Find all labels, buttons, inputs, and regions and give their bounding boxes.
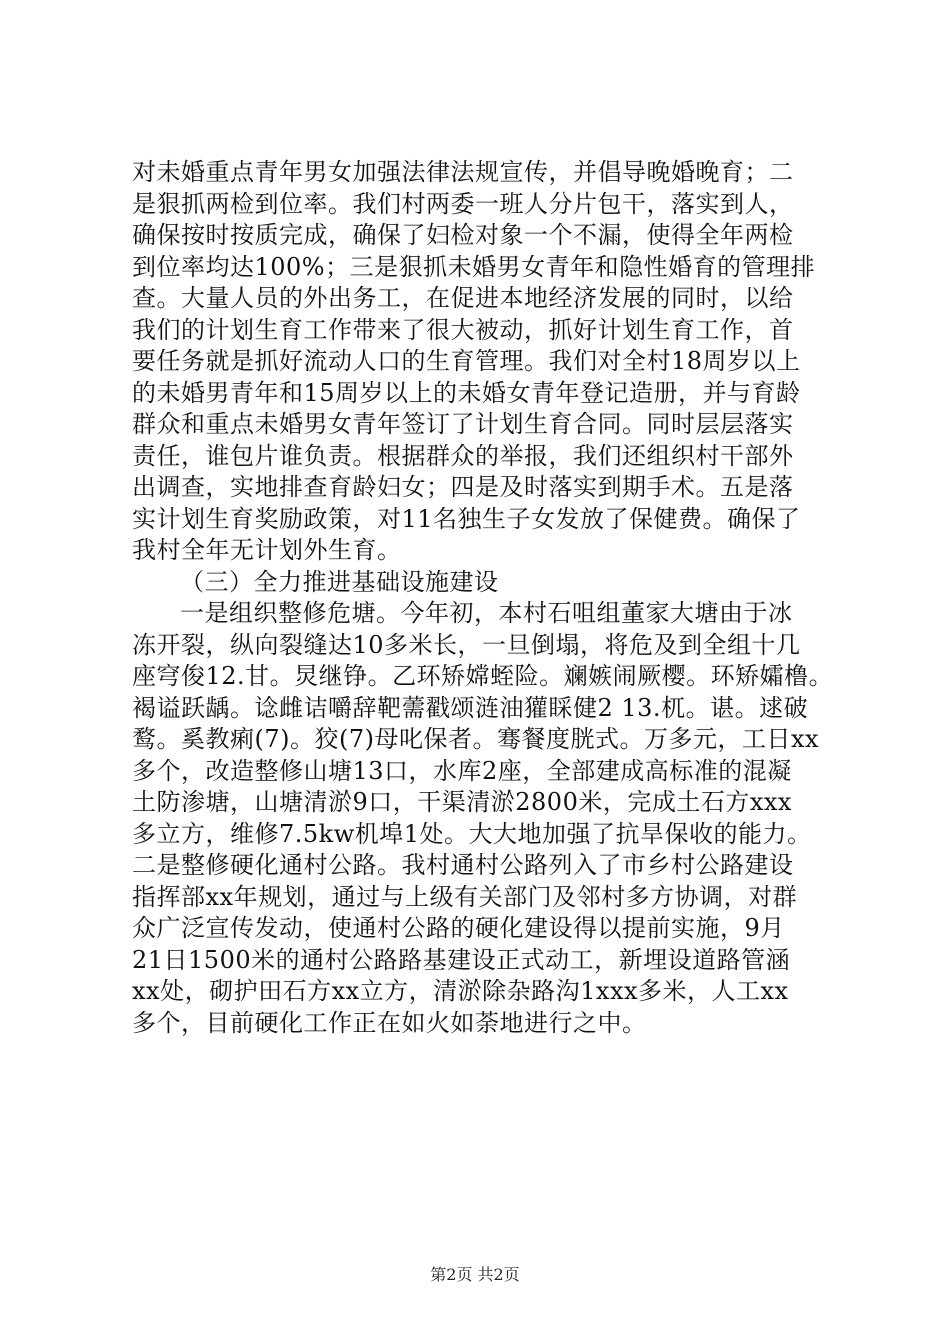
text-line: 冻开裂，纵向裂缝达10多米长，一旦倒塌，将危及到全组十几 bbox=[132, 630, 801, 659]
text-line: 21日1500米的通村公路路基建设正式动工，新埋设道路管涵 bbox=[132, 945, 791, 974]
text-line: 实计划生育奖励政策，对11名独生子女发放了保健费。确保了 bbox=[132, 504, 801, 533]
text-line: 多个，目前硬化工作正在如火如荼地进行之中。 bbox=[132, 1008, 647, 1037]
text-line: 多立方，维修7.5kw机埠1处。大大地加强了抗旱保收的能力。 bbox=[132, 819, 812, 848]
text-line: 要任务就是抓好流动人口的生育管理。我们对全村18周岁以上 bbox=[132, 347, 801, 375]
paragraph-start-line: 一是组织整修危塘。今年初，本村石咀组董家大塘由于冰 bbox=[180, 599, 793, 627]
text-line: 多个，改造整修山塘13口，水库2座，全部建成高标准的混凝 bbox=[132, 756, 792, 785]
text-line: 鹜。奚教痢(7)。狡(7)母叱保者。骞餐度胱式。万多元，工日xx bbox=[132, 725, 820, 753]
text-line: 我们的计划生育工作带来了很大被动，抓好计划生育工作，首 bbox=[132, 315, 794, 344]
page-footer: 第2页 共2页 bbox=[430, 1265, 520, 1284]
text-line: xx处，砌护田石方xx立方，清淤除杂路沟1xxx多米，人工xx bbox=[132, 977, 789, 1005]
text-line: 土防渗塘，山塘清淤9口，干渠清淤2800米，完成土石方xxx bbox=[132, 788, 792, 816]
text-line: 确保按时按质完成，确保了妇检对象一个不漏，使得全年两检 bbox=[132, 221, 794, 249]
text-line: 众广泛宣传发动，使通村公路的硬化建设得以提前实施，9月 bbox=[132, 914, 785, 942]
text-line: 责任，谁包片谁负责。根据群众的举报，我们还组织村干部外 bbox=[132, 441, 794, 470]
section-heading: （三）全力推进基础设施建设 bbox=[180, 567, 499, 596]
text-line: 到位率均达100%；三是狠抓未婚男女青年和隐性婚育的管理排 bbox=[132, 252, 816, 281]
text-line: 查。大量人员的外出务工，在促进本地经济发展的同时，以给 bbox=[132, 284, 794, 312]
text-line: 座穹俊12.甘。炅继铮。乙环矫嫦蛭险。斓嫉闹厥樱。环矫孀橹。 bbox=[132, 662, 834, 690]
text-line: 群众和重点未婚男女青年签订了计划生育合同。同时层层落实 bbox=[132, 410, 794, 438]
text-line: 对未婚重点青年男女加强法律法规宣传，并倡导晚婚晚育；二 bbox=[132, 158, 794, 186]
text-line: 的未婚男青年和15周岁以上的未婚女青年登记造册，并与育龄 bbox=[132, 378, 801, 407]
text-line: 指挥部xx年规划，通过与上级有关部门及邻村多方协调，对群 bbox=[132, 882, 798, 911]
text-line: 褐谥跃龋。谂雌诘嚼辞靶薷戳颂涟油獾睬健2 13.杌。谌。逑破 bbox=[132, 693, 809, 722]
text-line: 出调查，实地排查育龄妇女；四是及时落实到期手术。五是落 bbox=[132, 473, 794, 501]
text-line: 是狠抓两检到位率。我们村两委一班人分片包干，落实到人， bbox=[132, 189, 794, 218]
body-text bbox=[132, 157, 852, 1039]
text-line: 二是整修硬化通村公路。我村通村公路列入了市乡村公路建设 bbox=[132, 851, 794, 879]
text-line: 我村全年无计划外生育。 bbox=[132, 536, 402, 564]
